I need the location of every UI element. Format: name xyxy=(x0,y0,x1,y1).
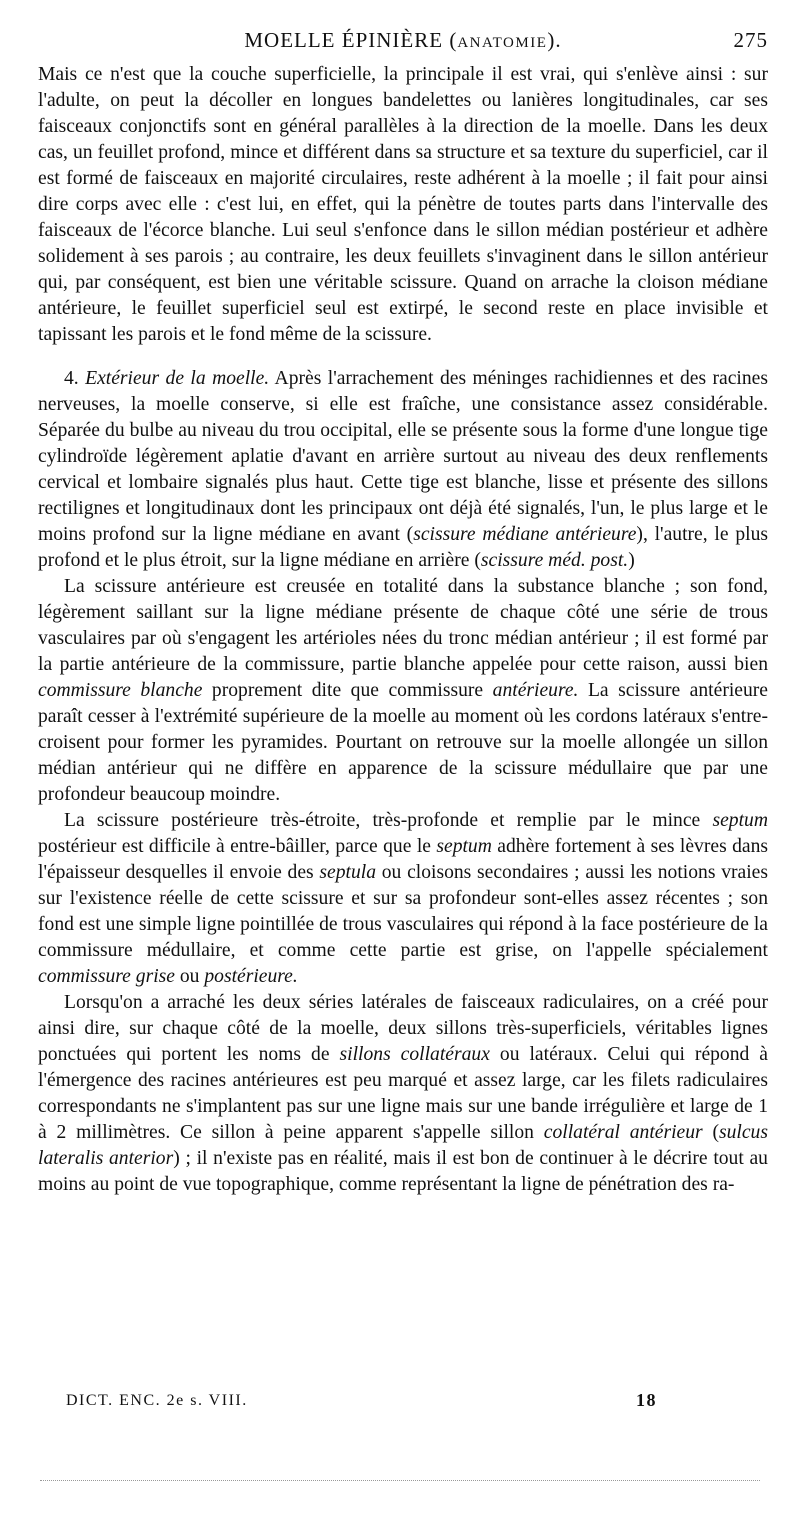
text-run: ) xyxy=(628,550,635,571)
text-run: La scissure antérieure est creusée en totalité dans la substance blanche ; son fond, légèrement saillant sur la ligne médiane présente de chaque côté une série de trous vasculaires par où s'engagent les artérioles nées du tronc médian antérieur ; il est formé par la partie antérieure de la commissure, partie blanche appelée pour cette raison, aussi bien xyxy=(38,576,768,675)
italic-run: scissure méd. post. xyxy=(480,550,629,571)
italic-run: septum xyxy=(436,836,492,857)
page-edge-dots xyxy=(40,1480,760,1481)
text-run: ), l'autre, le plus profond et le plus étroit, sur la ligne médiane en arrière ( xyxy=(38,524,768,571)
text-run: Lorsqu'on a arraché les deux séries latérales de faisceaux radiculaires, on a créé pour ainsi dire, sur chaque côté de la moelle, deux sillons très-superficiels, véritables lignes ponctuées qui portent les noms de xyxy=(38,992,768,1065)
signature-mark: DICT. ENC. 2e s. VIII. xyxy=(66,1392,248,1409)
text-run: ou xyxy=(174,966,205,987)
italic-run: Extérieur de la moelle. xyxy=(85,368,270,389)
italic-run: antérieure. xyxy=(492,680,579,701)
italic-run: sulcus lateralis anterior xyxy=(38,1122,768,1169)
running-title xyxy=(38,28,768,53)
text-run: Après l'arrachement des méninges rachidiennes et des racines nerveuses, la moelle conserve, si elle est fraîche, une consistance assez considérable. Séparée du bulbe au niveau du trou occipital, elle se présente sous la forme d'une longue tige cylindroïde légèrement aplatie d'avant en arrière surtout au niveau des deux renflements cervical et lombaire signalés plus haut. Cette tige est blanche, lisse et présente des sillons rectilignes et longitudinaux dont les principaux ont déjà été signalés, l'un, le plus large et le moins profond sur la ligne médiane en avant ( xyxy=(38,368,768,545)
text-run: ) ; il n'existe pas en réalité, mais il est bon de continuer à le décrire tout au moins au point de vue topographique, comme représentant la ligne de pénétration des ra- xyxy=(38,1148,768,1195)
italic-run: commissure blanche xyxy=(38,680,203,701)
text-run: 4. xyxy=(64,368,86,389)
section-paragraph-exterieur xyxy=(38,366,768,574)
page xyxy=(38,28,768,1198)
body-text xyxy=(38,62,768,1198)
text-run: adhère fortement à ses lèvres dans l'épaisseur desquelles il envoie des xyxy=(38,836,769,883)
paragraph xyxy=(38,808,768,990)
italic-run: commissure grise xyxy=(38,966,175,987)
running-title-end: ). xyxy=(547,28,562,52)
running-title-main: MOELLE ÉPINIÈRE ( xyxy=(244,28,458,52)
italic-run: sillons collatéraux xyxy=(339,1044,490,1065)
italic-run: collatéral antérieur xyxy=(543,1122,703,1143)
text-run: proprement dite que commissure xyxy=(202,680,493,701)
text-run: ou cloisons secondaires ; aussi les notions vraies sur l'existence réelle de cette scissure et sur sa profondeur sont-elles assez récentes ; son fond est une simple ligne pointillée de trous vasculaires qui répond à la face postérieure de la commissure médullaire, et comme cette partie est grise, on l'appelle spécialement xyxy=(38,862,768,961)
signature-number: 18 xyxy=(636,1390,657,1410)
text-run: ou latéraux. Celui qui répond à l'émergence des racines antérieures est peu marqué et assez large, car les filets radiculaires correspondants ne s'implantent pas sur une ligne mais sur une bande irrégulière et large de 1 à 2 millimètres. Ce sillon à peine apparent s'appelle sillon xyxy=(38,1044,769,1143)
running-header xyxy=(38,28,768,62)
text-run: La scissure postérieure très-étroite, très-profonde et remplie par le mince xyxy=(64,810,713,831)
paragraph xyxy=(38,62,768,348)
italic-run: postérieure. xyxy=(204,966,298,987)
text-run: postérieur est difficile à entre-bâiller, parce que le xyxy=(38,836,437,857)
text-run: La scissure antérieure paraît cesser à l'extrémité supérieure de la moelle au moment où les cordons latéraux s'entre-croisent pour former les pyramides. Pourtant on retrouve sur la moelle allongée un sillon médian antérieur qui ne diffère en apparence de la scissure médullaire que par une profondeur beaucoup moindre. xyxy=(38,680,768,805)
italic-run: septula xyxy=(319,862,377,883)
italic-run: septum xyxy=(712,810,768,831)
running-title-smallcaps: ANATOMIE xyxy=(457,35,548,51)
paragraph xyxy=(38,990,768,1198)
text-run: ( xyxy=(702,1122,719,1143)
italic-run: scissure médiane antérieure xyxy=(413,524,637,545)
text-run: Mais ce n'est que la couche superficielle, la principale il est vrai, qui s'enlève ainsi : sur l'adulte, on peut la décoller en longues bandelettes ou lanières longitudinales, car ses faisceaux conjonctifs sont en général parallèles à la direction de la moelle. Dans les deux cas, un feuillet profond, mince et différent dans sa structure et sa texture du superficiel, car il est formé de faisceaux en majorité circulaires, reste adhérent à la moelle ; il fait pour ainsi dire corps avec elle : c'est lui, en effet, qui la pénètre de toutes parts dans l'intervalle des faisceaux de l'écorce blanche. Lui seul s'enfonce dans le sillon médian postérieur et adhère solidement à ses parois ; au contraire, les deux feuillets s'invaginent dans le sillon antérieur qui, par conséquent, est bien une véritable scissure. Quand on arrache la cloison médiane antérieure, le feuillet superficiel seul est extirpé, le second reste en place invisible et tapissant les parois et le fond même de la scissure. xyxy=(38,64,768,345)
page-number: 275 xyxy=(733,28,768,52)
paragraph xyxy=(38,574,768,808)
